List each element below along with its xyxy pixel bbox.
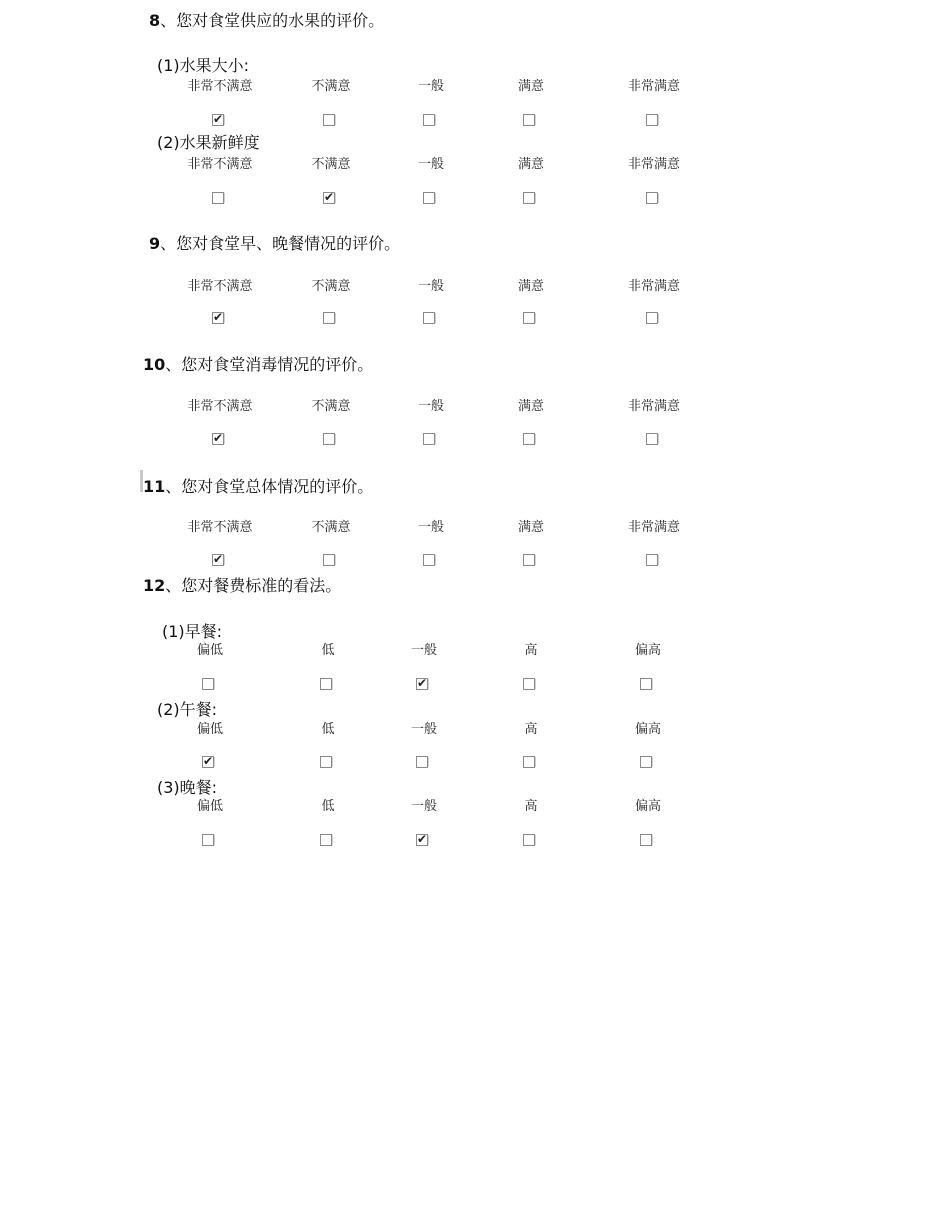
option-label: 非常满意: [627, 79, 681, 94]
q12-sub3-label: (3)晚餐:: [157, 778, 218, 797]
option-label: 低: [321, 643, 335, 658]
option-label: 一般: [417, 157, 445, 172]
option-label: 非常不满意: [187, 79, 253, 94]
checkbox[interactable]: [212, 192, 224, 204]
checkbox[interactable]: [423, 554, 435, 566]
checkbox[interactable]: [640, 678, 652, 690]
question-12-title: [143, 573, 341, 596]
question-number: 8: [149, 11, 161, 30]
checkbox[interactable]: [523, 433, 535, 445]
option-label: 一般: [410, 643, 438, 658]
question-text: 、您对食堂早、晚餐情况的评价。: [160, 234, 401, 253]
checkbox[interactable]: [646, 433, 658, 445]
checkbox[interactable]: [202, 834, 214, 846]
option-label: 不满意: [311, 157, 351, 172]
q12-sub1-label: (1)早餐:: [162, 622, 223, 641]
option-label: 偏高: [634, 643, 662, 658]
option-label: 偏低: [196, 643, 224, 658]
option-label: 偏低: [196, 722, 224, 737]
option-label: 一般: [417, 79, 445, 94]
option-label: 低: [321, 722, 335, 737]
checkbox-checked[interactable]: [212, 312, 224, 324]
checkbox[interactable]: [523, 756, 535, 768]
option-label: 偏高: [634, 722, 662, 737]
option-label: 不满意: [311, 520, 351, 535]
option-label: 非常不满意: [187, 399, 253, 414]
checkbox[interactable]: [423, 114, 435, 126]
question-11-title: [143, 474, 373, 497]
option-label: 满意: [517, 279, 545, 294]
checkbox[interactable]: [423, 312, 435, 324]
checkbox-checked[interactable]: [416, 834, 428, 846]
question-8-title: [149, 8, 384, 31]
checkbox-checked[interactable]: [202, 756, 214, 768]
question-number: 9: [149, 234, 161, 253]
option-label: 非常满意: [627, 157, 681, 172]
option-label: 一般: [417, 520, 445, 535]
checkbox[interactable]: [423, 192, 435, 204]
checkbox[interactable]: [320, 756, 332, 768]
checkbox[interactable]: [323, 554, 335, 566]
question-number: 11: [143, 477, 166, 496]
q8-sub2-label: (2)水果新鲜度: [157, 133, 260, 152]
option-label: 高: [524, 643, 538, 658]
checkbox[interactable]: [646, 312, 658, 324]
option-label: 非常满意: [627, 279, 681, 294]
option-label: 非常满意: [627, 520, 681, 535]
question-text: 、您对食堂总体情况的评价。: [165, 477, 374, 496]
checkbox[interactable]: [646, 554, 658, 566]
checkbox[interactable]: [523, 192, 535, 204]
checkbox[interactable]: [423, 433, 435, 445]
option-label: 满意: [517, 520, 545, 535]
option-label: 满意: [517, 157, 545, 172]
checkbox[interactable]: [523, 312, 535, 324]
option-label: 不满意: [311, 279, 351, 294]
option-label: 非常满意: [627, 399, 681, 414]
checkbox-checked[interactable]: [416, 678, 428, 690]
checkbox[interactable]: [416, 756, 428, 768]
checkbox[interactable]: [646, 192, 658, 204]
question-text: 、您对食堂供应的水果的评价。: [160, 11, 385, 30]
question-number: 10: [143, 355, 166, 374]
checkbox-checked[interactable]: [212, 433, 224, 445]
option-label: 一般: [417, 399, 445, 414]
checkbox[interactable]: [523, 554, 535, 566]
checkbox[interactable]: [646, 114, 658, 126]
checkbox[interactable]: [323, 433, 335, 445]
option-label: 高: [524, 722, 538, 737]
option-label: 一般: [410, 799, 438, 814]
checkbox[interactable]: [323, 312, 335, 324]
question-text: 、您对餐费标准的看法。: [165, 576, 342, 595]
checkbox[interactable]: [640, 834, 652, 846]
checkbox-checked[interactable]: [323, 192, 335, 204]
checkbox-checked[interactable]: [212, 114, 224, 126]
checkbox[interactable]: [323, 114, 335, 126]
option-label: 一般: [417, 279, 445, 294]
checkbox[interactable]: [523, 834, 535, 846]
option-label: 非常不满意: [187, 279, 253, 294]
checkbox[interactable]: [202, 678, 214, 690]
option-label: 满意: [517, 79, 545, 94]
q12-sub2-label: (2)午餐:: [157, 700, 218, 719]
checkbox-checked[interactable]: [212, 554, 224, 566]
option-label: 低: [321, 799, 335, 814]
checkbox[interactable]: [320, 834, 332, 846]
option-label: 一般: [410, 722, 438, 737]
checkbox[interactable]: [640, 756, 652, 768]
checkbox[interactable]: [523, 678, 535, 690]
option-label: 高: [524, 799, 538, 814]
option-label: 非常不满意: [187, 520, 253, 535]
option-label: 偏低: [196, 799, 224, 814]
option-label: 非常不满意: [187, 157, 253, 172]
question-text: 、您对食堂消毒情况的评价。: [165, 355, 374, 374]
option-label: 偏高: [634, 799, 662, 814]
question-9-title: [149, 231, 400, 254]
option-label: 不满意: [311, 399, 351, 414]
checkbox[interactable]: [523, 114, 535, 126]
option-label: 不满意: [311, 79, 351, 94]
checkbox[interactable]: [320, 678, 332, 690]
option-label: 满意: [517, 399, 545, 414]
q8-sub1-label: (1)水果大小:: [157, 56, 250, 75]
question-10-title: [143, 352, 373, 375]
question-number: 12: [143, 576, 166, 595]
